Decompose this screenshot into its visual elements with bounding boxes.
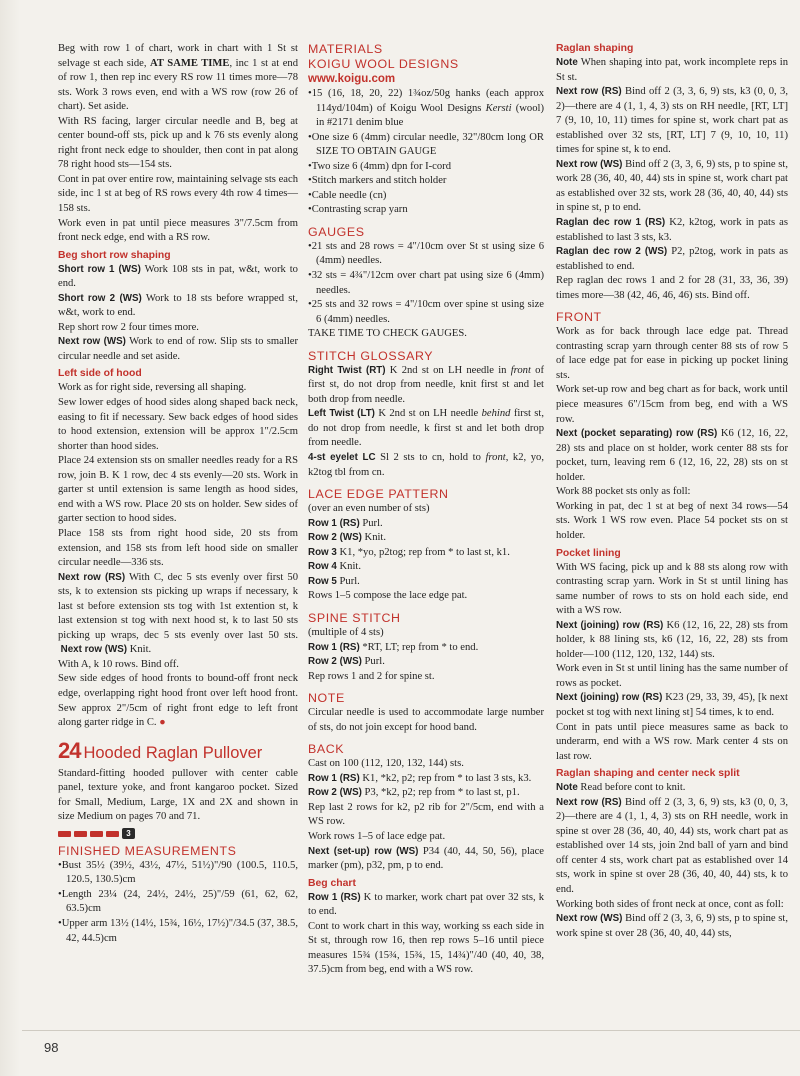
subheading-raglan-neck-split: Raglan shaping and center neck split bbox=[556, 768, 740, 780]
heading-note: NOTE bbox=[308, 691, 345, 706]
instruction-row: Next row (RS) Bind off 2 (3, 3, 6, 9) sts, k3 (0, 0, 3, 2)—there are 4 (1, 1, 4, 3) sts on RH needle, work in spine st over 28 (36, 40, 40, 44) sts, work chart pat as established over 14 sts, join 2nd ball of yarn and bind off center 4 sts, work chart pat as established over 14 sts, work in spine st over 28 (36, 40, 40, 44) sts, k to end. bbox=[556, 796, 788, 895]
instruction-row: Next (pocket separating) row (RS) K6 (12, 16, 22, 28) sts and place on st holder, work center 88 sts for pocket, turn, leaving rem 6 (12, 16, 22, 28) sts on st holder. bbox=[556, 428, 788, 483]
skill-level-badge: 3 bbox=[122, 828, 135, 839]
instruction-row: Short row 2 (WS) Work to 18 sts before wrapped st, w&t, work to end. bbox=[58, 292, 298, 319]
column-3 bbox=[556, 42, 788, 941]
paragraph: Work set-up row and beg chart as for back, work until piece measures 6"/15cm from beg, end with a WS row. bbox=[556, 384, 788, 425]
paragraph: Cont in pats until piece measures same as back to underarm, end with a WS row. Mark center 4 sts on last row. bbox=[556, 721, 788, 762]
list-item: • Bust 35½ (39½, 43½, 47½, 51½)"/90 (100.5, 110.5, 120.5, 130.5)cm bbox=[58, 859, 298, 888]
paragraph: With WS facing, pick up and k 88 sts along row with contrasting scrap yarn. Work in St st until lining has same number of rows to sts on hold each side, end with a WS row. bbox=[556, 561, 788, 617]
paragraph: Rep last 2 rows for k2, p2 rib for 2"/5cm, end with a WS row. bbox=[308, 801, 544, 828]
list-item: • Stitch markers and stitch holder bbox=[308, 174, 544, 189]
glossary-entry: Left Twist (LT) K 2nd st on LH needle behind first st, do not drop from needle, k first st and let both drop from needle. bbox=[308, 408, 544, 449]
paragraph: With A, k 10 rows. Bind off. bbox=[58, 658, 179, 670]
pattern-intro: Standard-fitting hooded pullover with center cable panel, texture yoke, and front kangaroo pocket. Sized for Small, Medium, Large, 1X and 2X and shown in size Medium on pages 70 and 71. bbox=[58, 767, 298, 823]
instruction-row: Note Read before cont to knit. bbox=[556, 782, 686, 794]
instruction-row: Row 4 Knit. bbox=[308, 561, 361, 573]
glossary-entry: 4-st eyelet LC Sl 2 sts to cn, hold to front, k2, yo, k2tog tbl from cn. bbox=[308, 452, 544, 478]
instruction-row: Next (joining) row (RS) K23 (29, 33, 39, 45), [k next pocket st tog with next lining st] 54 times, k to end. bbox=[556, 692, 788, 718]
instruction-row: Row 5 Purl. bbox=[308, 575, 360, 587]
heading-gauges: GAUGES bbox=[308, 224, 365, 239]
paragraph: Work even in St st until lining has the same number of rows as pocket. bbox=[556, 663, 788, 689]
skill-bar-icon bbox=[106, 831, 119, 837]
heading-lace-edge: LACE EDGE PATTERN bbox=[308, 487, 449, 502]
list-item: • Two size 6 (4mm) dpn for I-cord bbox=[308, 160, 544, 175]
instruction-row: Row 3 K1, *yo, p2tog; rep from * to last st, k1. bbox=[308, 546, 510, 558]
list-item: • 15 (16, 18, 20, 22) 1¾oz/50g hanks (each approx 114yd/104m) of Koigu Wool Designs Kersti (wool) in #2171 denim blue bbox=[308, 87, 544, 131]
list-item: • Contrasting scrap yarn bbox=[308, 203, 544, 218]
paragraph: (over an even number of sts) bbox=[308, 503, 430, 515]
instruction-row: Next row (WS) Bind off 2 (3, 3, 6, 9) sts, p to spine st, work spine st over 28 (36, 40, 40, 44) sts, bbox=[556, 913, 788, 939]
subheading-left-side-hood: Left side of hood bbox=[58, 368, 142, 380]
instruction-row: Row 2 (WS) P3, *k2, p2; rep from * to last st, p1. bbox=[308, 787, 520, 799]
heading-stitch-glossary: STITCH GLOSSARY bbox=[308, 348, 434, 363]
instruction-row: Next (set-up) row (WS) P34 (40, 44, 50, 56), place marker (pm), p32, pm, p to end. bbox=[308, 845, 545, 872]
subheading-pocket-lining: Pocket lining bbox=[556, 547, 621, 559]
paragraph: Cont in pat over entire row, maintaining selvage sts each side, inc 1 st at beg of RS rows every 4th row 4 times—158 sts. bbox=[58, 173, 298, 215]
skill-level-indicator bbox=[58, 828, 298, 840]
paragraph: TAKE TIME TO CHECK GAUGES. bbox=[308, 328, 467, 340]
list-item: • Cable needle (cn) bbox=[308, 189, 544, 204]
paragraph: Working both sides of front neck at once, cont as foll: bbox=[556, 898, 784, 910]
column-1 bbox=[58, 42, 298, 946]
paragraph: Rows 1–5 compose the lace edge pat. bbox=[308, 590, 468, 602]
instruction-row: Row 2 (WS) Purl. bbox=[308, 656, 385, 668]
list-item: • 25 sts and 32 rows = 4"/10cm over spine st using size 6 (4mm) needles. bbox=[308, 298, 544, 327]
footer-rule bbox=[22, 1030, 800, 1031]
page-number: 98 bbox=[44, 1040, 59, 1055]
instruction-row: Next (joining) row (RS) K6 (12, 16, 22, 28) sts from holder, k 88 lining sts, k6 (12, 16, 22, 28) sts from holder—100 (112, 120, 132, 144) sts. bbox=[556, 619, 788, 660]
pattern-name: Hooded Raglan Pullover bbox=[83, 743, 263, 762]
paragraph: With RS facing, larger circular needle and B, beg at center bound-off sts, pick up and k 76 sts evenly along right front neck edge to shoulder, then cont in pat along 78 right hood sts—154 sts. bbox=[58, 115, 298, 171]
supplier-link[interactable]: www.koigu.com bbox=[308, 73, 396, 85]
subheading-beg-chart: Beg chart bbox=[308, 877, 356, 889]
glossary-entry: Right Twist (RT) K 2nd st on LH needle in front of first st, do not drop from needle, knit first st and let both drop from needle. bbox=[308, 364, 544, 405]
column-2 bbox=[308, 42, 544, 978]
list-item: • Length 23¼ (24, 24½, 24½, 25)"/59 (61, 62, 62, 63.5)cm bbox=[58, 888, 298, 917]
paragraph: Rep short row 2 four times more. bbox=[58, 321, 199, 333]
instruction-row: Short row 1 (WS) Work 108 sts in pat, w&t, work to end. bbox=[58, 263, 298, 290]
paragraph: Work 88 pocket sts only as foll: bbox=[556, 486, 691, 498]
list-item: • 21 sts and 28 rows = 4"/10cm over St st using size 6 (4mm) needles. bbox=[308, 240, 544, 269]
heading-koigu: KOIGU WOOL DESIGNS bbox=[308, 57, 459, 71]
paragraph: Work rows 1–5 of lace edge pat. bbox=[308, 830, 446, 842]
instruction-row: Row 1 (RS) K to marker, work chart pat over 32 sts, k to end. bbox=[308, 891, 544, 918]
paragraph: Cast on 100 (112, 120, 132, 144) sts. bbox=[308, 758, 464, 770]
instruction-row: Next row (WS) Bind off 2 (3, 3, 6, 9) sts, p to spine st, work 28 (36, 40, 40, 44) sts in spine st, work chart pat as established over 32 sts, work 28 (36, 40, 40, 44) sts in spine st, p to end. bbox=[556, 158, 788, 214]
skill-bar-icon bbox=[90, 831, 103, 837]
paragraph: Work as for back through lace edge pat. Thread contrasting scrap yarn through center 88 sts of row 5 of lace edge pat for ease in picking up pocket lining sts. bbox=[556, 326, 788, 381]
list-item: • 32 sts = 4¾"/12cm over chart pat using size 6 (4mm) needles. bbox=[308, 269, 544, 298]
instruction-row: Raglan dec row 2 (WS) P2, p2tog, work in pats as established to end. bbox=[556, 246, 788, 272]
paragraph: Work as for right side, reversing all shaping. bbox=[58, 382, 247, 394]
instruction-row: Raglan dec row 1 (RS) K2, k2tog, work in pats as established to last 3 sts, k3. bbox=[556, 217, 789, 243]
instruction-row: Row 1 (RS) K1, *k2, p2; rep from * to last 3 sts, k3. bbox=[308, 772, 532, 784]
subheading-raglan-shaping: Raglan shaping bbox=[556, 43, 634, 54]
paragraph: Place 24 extension sts on smaller needles ready for a RS row, join B. K 1 row, dec 4 sts evenly—20 sts. Work in garter st until extension is same length as hood sides, end with a WS row. Place 20 sts on holder. Sew sides of garter section to hood sides. bbox=[58, 455, 298, 525]
subheading-beg-short-row: Beg short row shaping bbox=[58, 249, 171, 261]
heading-front: FRONT bbox=[556, 310, 602, 325]
paragraph: (multiple of 4 sts) bbox=[308, 626, 384, 638]
paragraph: Sew lower edges of hood sides along shaped back neck, easing to fit if necessary. Sew back edges of hood sides to hood extension, extension will be approx 1"/2.5cm shorter than hood sides. bbox=[58, 397, 298, 452]
paragraph: Cont to work chart in this way, working ss each side in St st, through row 16, then rep rows 5–16 until piece measures 15¾ (15¾, 15¾, 15, 14¾)"/40 (40, 40, 38, 37.5)cm from beg, end with a WS row. bbox=[308, 920, 544, 976]
heading-back: BACK bbox=[308, 742, 345, 757]
skill-bar-icon bbox=[58, 831, 71, 837]
paragraph: Rep rows 1 and 2 for spine st. bbox=[308, 670, 435, 682]
page-gutter bbox=[0, 0, 20, 1076]
pattern-number: 24 bbox=[58, 737, 81, 763]
instruction-row: Next row (RS) Bind off 2 (3, 3, 6, 9) sts, k3 (0, 0, 3, 2)—there are 4 (1, 1, 4, 3) sts on RH needle, [RT, LT] 7 (9, 10, 10, 11) times for spine st, work chart pat as established over 32 sts, [RT, LT] 7 (9, 10, 10, 11) times for spine st, k to end. bbox=[556, 86, 788, 156]
paragraph: Rep raglan dec rows 1 and 2 for 28 (31, 33, 36, 39) times more—38 (42, 46, 46, 46) sts. Bind off. bbox=[556, 275, 788, 301]
paragraph: Circular needle is used to accommodate large number of sts, do not join except for hood band. bbox=[308, 707, 544, 733]
heading-spine-stitch: SPINE STITCH bbox=[308, 610, 401, 625]
list-item: • Upper arm 13½ (14½, 15¾, 16½, 17½)"/34.5 (37, 38.5, 42, 44.5)cm bbox=[58, 917, 298, 946]
heading-finished-measurements: FINISHED MEASUREMENTS bbox=[58, 843, 237, 858]
paragraph: Beg with row 1 of chart, work in chart with 1 St st selvage st each side, AT SAME TIME, inc 1 st at end of row 1, then rep inc every RS row 11 times more—78 sts. Work 3 rows even, end with a WS row (row 26 of chart). Set aside. bbox=[58, 43, 298, 113]
pattern-title bbox=[58, 739, 298, 767]
end-mark-icon: ● bbox=[159, 717, 166, 729]
skill-bar-icon bbox=[74, 831, 87, 837]
paragraph: Sew side edges of hood fronts to bound-off front neck edge, overlapping right hood front over left hood front. Sew approx 2"/5cm of right front edge to left front along garter ridge in C. ● bbox=[58, 673, 298, 729]
paragraph: Work even in pat until piece measures 3"/7.5cm from front neck edge, end with a RS row. bbox=[58, 217, 298, 244]
instruction-row: Next row (RS) With C, dec 5 sts evenly over first 50 sts, k to extension sts picking up wraps if necessary, k last st before extension sts tog with 1st extention st, k last extension st tog with next hood st, k to last 50 sts picking up wraps, dec 5 sts evenly over last 50 sts. Next row (WS) Knit. bbox=[58, 571, 298, 656]
heading-materials: MATERIALS bbox=[308, 42, 383, 56]
instruction-row: Row 2 (WS) Knit. bbox=[308, 532, 387, 544]
instruction-row: Row 1 (RS) *RT, LT; rep from * to end. bbox=[308, 641, 479, 653]
instruction-row: Row 1 (RS) Purl. bbox=[308, 517, 383, 529]
list-item: • One size 6 (4mm) circular needle, 32"/80cm long OR SIZE TO OBTAIN GAUGE bbox=[308, 131, 544, 160]
paragraph: Place 158 sts from right hood side, 20 sts from extension, and 158 sts from left hood side on smaller circular needle—336 sts. bbox=[58, 527, 298, 569]
instruction-row: Next row (WS) Work to end of row. Slip sts to smaller circular needle and set aside. bbox=[58, 336, 298, 362]
paragraph: Working in pat, dec 1 st at beg of next 34 rows—54 sts. Work 1 WS row even. Place 54 pocket sts on st holder. bbox=[556, 500, 788, 541]
instruction-row: Note When shaping into pat, work incomplete reps in St st. bbox=[556, 57, 788, 83]
